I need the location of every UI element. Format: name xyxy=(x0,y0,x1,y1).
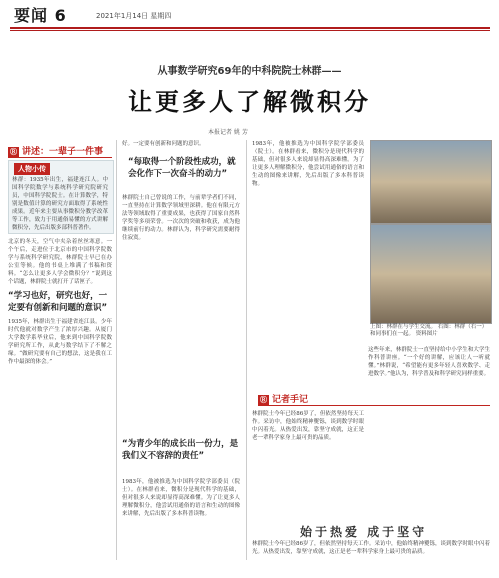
column4-paragraph: 这些年来，林群院士一直坚持给中小学生和大学生作科普讲座。“一个好的讲解，应该让人一听就懂。”林群说，“希望能有更多年轻人喜欢数学、走进数学。”他认为，科学普及和科学研究同样重要。 xyxy=(368,347,490,377)
issue-date: 2021年1月14日 星期四 xyxy=(96,12,172,20)
column1-paragraph: 北京的冬天，空气中夹杂着丝丝寒意。一个午后，走进位于北京市的中国科学院数学与系统科学研究院，林群院士早已在办公室等候。他的书桌上堆满了书稿和资料。“怎么让更多人学会微积分？”说到这个话题，林群院士就打开了话匣子。 xyxy=(8,239,112,285)
section-title: 要闻 6 xyxy=(14,6,67,25)
section-heading-text: 讲述：一辈子一件事 xyxy=(22,147,104,157)
column1-paragraph-2: 1935年，林群出生于福建省连江县。少年时代他就对数学产生了浓厚兴趣。从厦门大学数学系毕业后，他来到中国科学院数学研究所工作，从此与数学结下了不解之缘。“做研究要有自己的想法，这是我在工作中最深的体会。” xyxy=(8,319,112,365)
note-marker-icon: Ⓡ xyxy=(260,396,267,404)
section-rule xyxy=(8,157,112,158)
photo-caption: 上图：林群在与学生交流。 右图：林群（右一）和同事们在一起。 资料图片 xyxy=(370,324,488,337)
note-title: 始于热爱 成于坚守 xyxy=(300,525,428,539)
column-divider-2 xyxy=(246,140,247,560)
pull-quote-youth: “为青少年的成长出一份力，是我们义不容辞的责任” xyxy=(122,439,239,461)
profile-text: 林群：1935年出生，福建连江人。中国科学院数学与系统科学研究院研究员，中国科学院院士。在计算数学，特别是数值计算的研究方面取得了系统性成果。近年来主要从事微积分教学改革等工作，致力于用通俗易懂的方式讲解微积分，先后出版多部科普著作。 xyxy=(12,177,108,230)
photo-lin-qun xyxy=(370,224,492,324)
note-heading-text: 记者手记 xyxy=(272,395,309,405)
pull-quote-motivation: “每取得一个阶段性成功，就会化作下一次奋斗的动力” xyxy=(128,157,236,179)
pull-quote-innovation: “学习也好，研究也好，一定要有创新和问题的意识” xyxy=(8,291,108,313)
header-divider-thin xyxy=(10,30,490,31)
note-paragraph: 林群院士今年已经86岁了，但依然坚持每天工作。采访中，他始终精神矍铄，谈到数学时眼中闪着光。从热爱出发，靠坚守成就，这正是老一辈科学家身上最可贵的品质。 xyxy=(252,411,364,441)
article-headline: 让更多人了解微积分 xyxy=(128,88,371,116)
article-byline: 本报记者 姚 芳 xyxy=(208,129,248,136)
section-heading-story xyxy=(8,144,103,157)
profile-label: 人物小传 xyxy=(14,163,50,175)
column3-paragraph: 1983年，他被推选为中国科学院学部委员（院士）。在林群看来，微积分是现代科学的基础，但对很多人来说却显得高深难懂。为了让更多人理解微积分，他尝试用通俗的语言和生动的图像来讲解，先后出版了多本科普读物。 xyxy=(252,141,364,187)
column2-intro: 好。一定要有创新和问题的意识。 xyxy=(122,141,205,147)
section-marker-icon: Ⓡ xyxy=(10,148,17,156)
column-divider xyxy=(116,140,117,560)
column2-paragraph-2: 1983年，他被推选为中国科学院学部委员（院士）。在林群看来，微积分是现代科学的基础，但对很多人来说却显得高深难懂。为了让更多人理解微积分，他尝试用通俗的语言和生动的图像来讲解，先后出版了多本科普读物。 xyxy=(122,479,240,517)
reporter-note-heading xyxy=(258,392,308,405)
column2-paragraph: 林群院士自己曾说的工作，与前辈学者们不同，一直坚持在计算数学领域里深耕。他在有限元方法等领域取得了重要成果，也获得了国家自然科学奖等多项荣誉。一次次的突破和收获，成为他继续前行的动力。林群认为，科学研究需要耐得住寂寞。 xyxy=(122,195,240,241)
header-divider xyxy=(10,27,490,29)
note-rule xyxy=(258,405,490,406)
photo-student-talk xyxy=(370,140,492,224)
note-paragraph-2: 林群院士今年已经86岁了，但依然坚持每天工作。采访中，他始终精神矍铄，谈到数学时眼中闪着光。从热爱出发，靠坚守成就，这正是老一辈科学家身上最可贵的品质。 xyxy=(252,541,490,555)
article-kicker: 从事数学研究69年的中科院院士林群—— xyxy=(157,66,342,77)
